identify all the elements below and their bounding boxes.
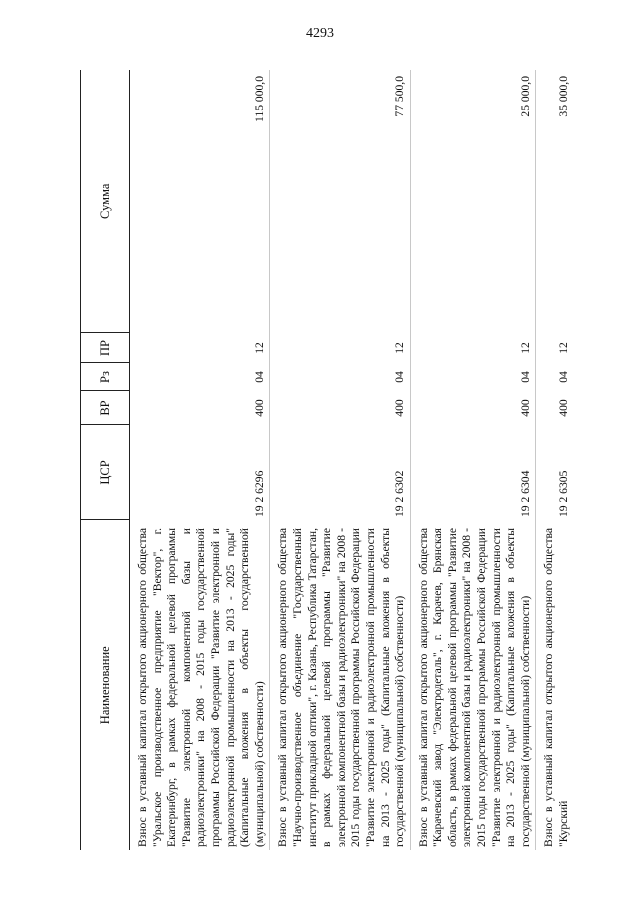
header-rz: Рз	[81, 363, 130, 391]
budget-table	[80, 70, 574, 850]
row-pr: 12	[410, 333, 536, 363]
row-csr: 19 2 6296	[130, 425, 270, 520]
row-csr: 19 2 6304	[410, 425, 536, 520]
row-name: Взнос в уставный капитал открытого акционерного общества "Уральское производственное предприятие "Вектор", г. Екатеринбург, в рамках федеральной целевой программы "Развитие электронной компонентной базы и радиоэлектроники" на 2008 - 2015 годы государственной программы Российской Федерации "Развитие электронной и радиоэлектронной промышленности на 2013 - 2025 годы" (Капитальные вложения в объекты государственной (муниципальной) собственности)	[130, 520, 270, 850]
row-rz: 04	[130, 363, 270, 391]
row-name: Взнос в уставный капитал открытого акционерного общества "Карачевский завод "Электродеталь", г. Карачев, Брянская область, в рамках федеральной целевой программы "Развитие электронной компонентной базы и радиоэлектроники" на 2008 - 2015 годы государственной программы Российской Федерации "Развитие электронной и радиоэлектронной промышленности на 2013 - 2025 годы" (Капитальные вложения в объекты государственной (муниципальной) собственности)	[410, 520, 536, 850]
row-vr: 400	[557, 399, 571, 417]
row-name: Взнос в уставный капитал открытого акционерного общества "Научно-производственное объединение "Государственный институт прикладной оптики", г. Казань, Республика Татарстан, в рамках федеральной целевой программы "Развитие электронной компонентной базы и радиоэлектроники" на 2008 - 2015 годы государственной программы Российской Федерации "Развитие электронной и радиоэлектронной промышленности на 2013 - 2025 годы" (Капитальные вложения в объекты государственной (муниципальной) собственности)	[270, 520, 410, 850]
row-vr: 400	[410, 391, 536, 425]
row-pr: 12	[557, 342, 571, 354]
row-rz: 04	[410, 363, 536, 391]
row-rz: 04	[557, 371, 571, 383]
row-vr: 400	[270, 391, 410, 425]
row-sum: 35 000,0	[557, 76, 571, 117]
row-vr: 400	[130, 391, 270, 425]
header-vr: ВР	[81, 391, 130, 425]
row-rz: 04	[270, 363, 410, 391]
table-row	[130, 70, 270, 850]
table-header-row	[81, 70, 130, 850]
row-csr: 19 2 6305	[557, 470, 571, 517]
header-pr: ПР	[81, 333, 130, 363]
row-name: Взнос в уставный капитал открытого акционерного общества "Курский	[542, 528, 571, 847]
table-row	[410, 70, 536, 850]
row-sum: 77 500,0	[270, 70, 410, 333]
row-pr: 12	[130, 333, 270, 363]
row-pr: 12	[270, 333, 410, 363]
row-sum: 25 000,0	[410, 70, 536, 333]
header-csr: ЦСР	[81, 425, 130, 520]
row-csr: 19 2 6302	[270, 425, 410, 520]
rotated-page	[80, 70, 571, 850]
header-name: Наименование	[81, 520, 130, 850]
page-number: 4293	[306, 26, 334, 41]
row-sum: 115 000,0	[130, 70, 270, 333]
header-sum: Сумма	[81, 70, 130, 333]
table-row	[536, 70, 574, 850]
table-row	[270, 70, 410, 850]
